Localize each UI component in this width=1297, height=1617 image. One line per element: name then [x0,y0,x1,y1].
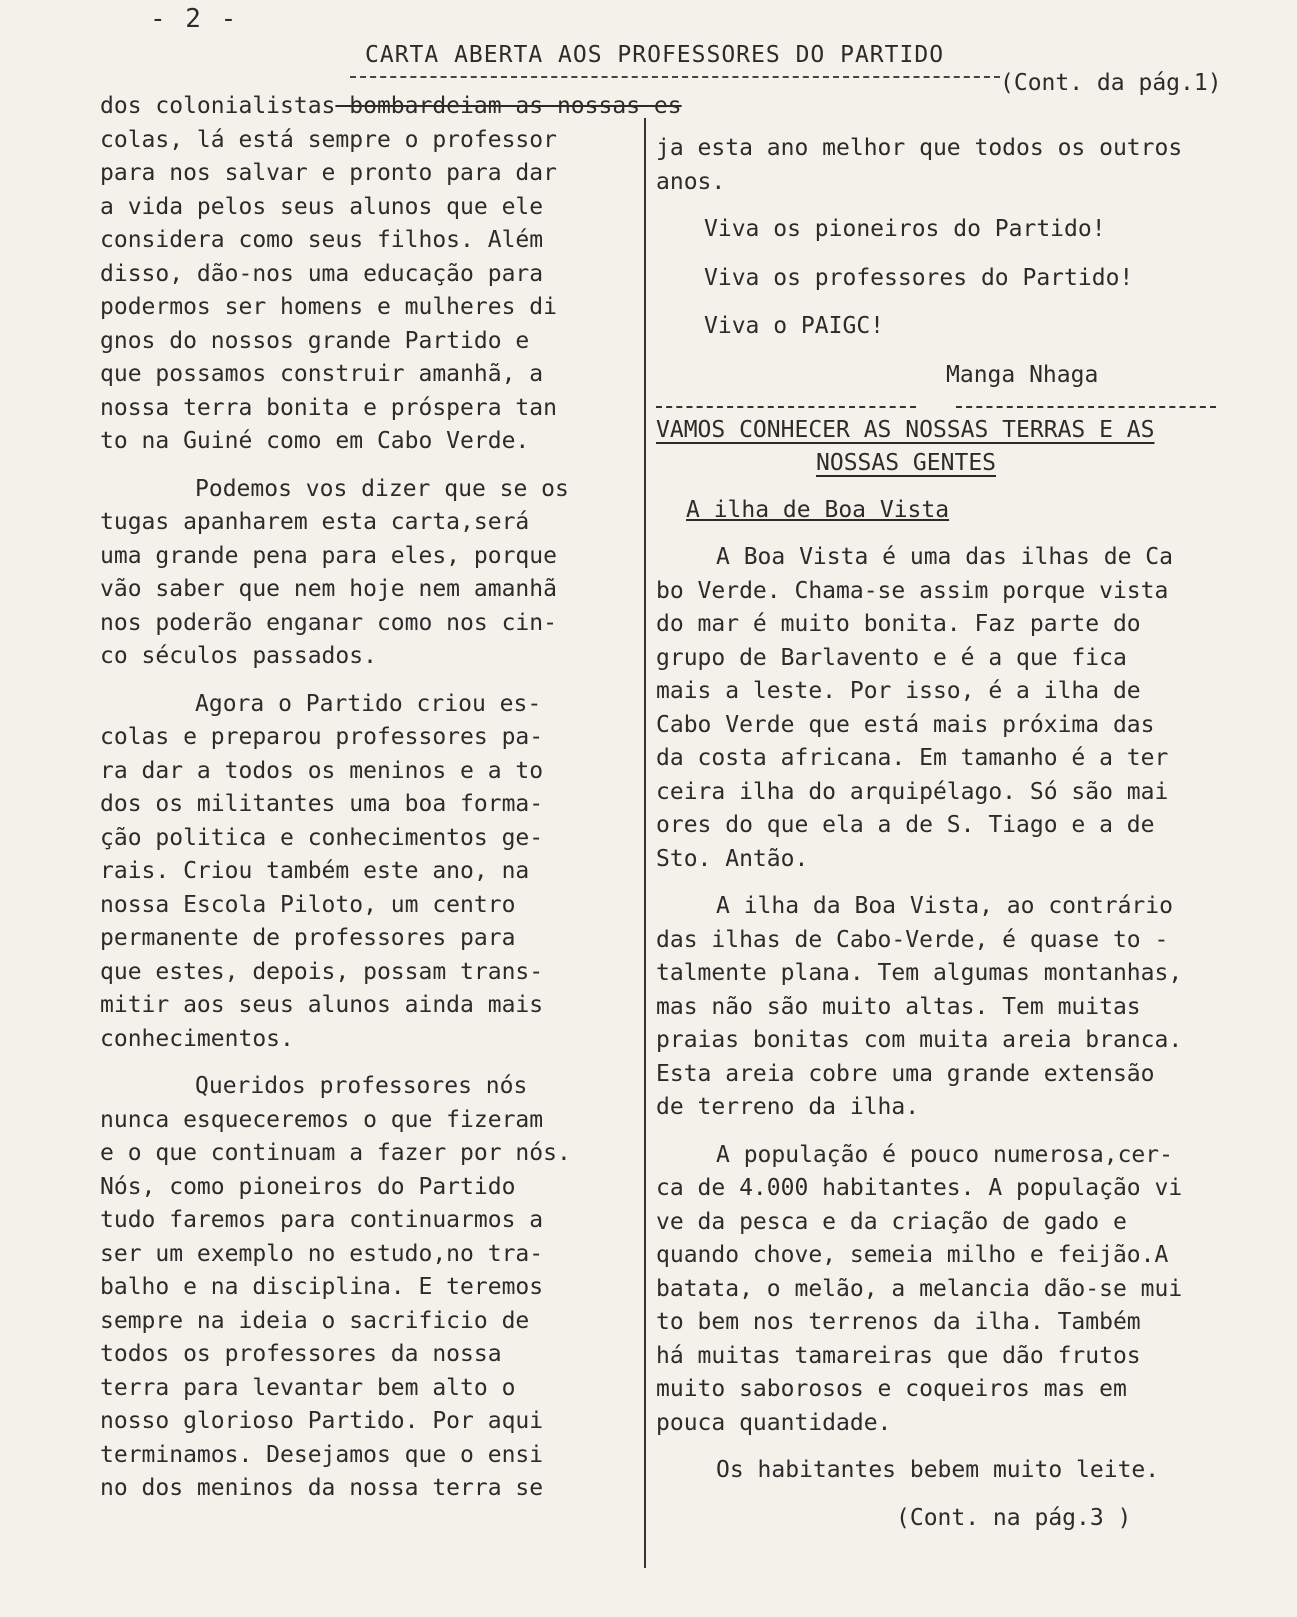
text-line: ca de 4.000 habitantes. A população vi [656,1175,1183,1201]
text-line: co séculos passados. [100,643,377,669]
text-line: Queridos professores nós [195,1073,528,1099]
signature: Manga Nhaga [946,361,1099,388]
paragraph [656,1139,1256,1441]
section-separator [656,406,1256,408]
text-line: ores do que ela a de S. Tiago e a de [656,812,1155,838]
text-line: mas não são muito altas. Tem muitas [656,993,1141,1020]
text-line: Podemos vos dizer que se os [195,475,569,502]
text-line: no dos meninos da nossa terra se [100,1475,544,1501]
text-line: Sto. Antão. [656,845,809,872]
text-line: do mar é muito bonita. Faz parte do [656,611,1141,637]
text-line: A Boa Vista é uma das ilhas de Ca [716,544,1173,570]
text-line: grupo de Barlavento e é a que fica [656,644,1127,671]
paragraph [656,1454,1256,1488]
text-line: to na Guiné como em Cabo Verde. [100,428,530,454]
left-column [100,90,682,1520]
paragraph [656,890,1256,1125]
text-line: ra dar a todos os meninos e a to [100,757,544,784]
text-line: a vida pelos seus alunos que ele [100,193,544,220]
text-line: dos os militantes uma boa forma- [100,791,544,817]
headline: CARTA ABERTA AOS PROFESSORES DO PARTIDO [365,42,945,68]
text-line: quando chove, semeia milho e feijão.A [656,1242,1169,1268]
text-line: mitir aos seus alunos ainda mais [100,992,544,1018]
right-column [656,132,1256,1535]
section-title-continued: NOSSAS GENTES [816,450,997,476]
text-line: Agora o Partido criou es- [195,690,542,717]
text-line: das ilhas de Cabo-Verde, é quase to - [656,926,1169,953]
text-line: talmente plana. Tem algumas montanhas, [656,960,1183,986]
text-line: ser um exemplo no estudo,no tra- [100,1240,544,1267]
first-line [100,90,682,124]
letter-ending [656,132,1256,199]
text-line: batata, o melão, a melancia dão-se mui [656,1275,1183,1302]
page-number: - 2 - [150,4,239,34]
first-line-text: dos colonialistas [100,93,336,119]
text-line: terra para levantar bem alto o [100,1374,516,1401]
cheer-line: Viva o PAIGC! [704,313,885,339]
text-line: nossa terra bonita e próspera tan [100,394,557,421]
text-line: bo Verde. Chama-se assim porque vista [656,577,1169,604]
text-line: pouca quantidade. [656,1409,892,1436]
text-line: tugas apanharem esta carta,será [100,509,530,535]
cheers [656,213,1256,344]
text-line: da costa africana. Em tamanho é a ter [656,745,1169,771]
right-paragraphs [656,541,1256,1488]
headline-rule [350,76,1000,78]
paragraph [100,124,640,459]
text-line: uma grande pena para eles, porque [100,542,557,569]
continued-to-note: (Cont. na pág.3 ) [896,1504,1132,1531]
paragraph [100,473,640,674]
paragraph [100,1070,640,1506]
text-line: para nos salvar e pronto para dar [100,160,557,186]
text-line: terminamos. Desejamos que o ensi [100,1441,544,1468]
text-line: praias bonitas com muita areia branca. [656,1027,1183,1053]
text-line: balho e na disciplina. E teremos [100,1274,544,1300]
struck-text: bombardeiam as nossas es [335,93,682,119]
text-line: sempre na ideia o sacrificio de [100,1307,530,1334]
text-line: anos. [656,168,726,195]
text-line: ja esta ano melhor que todos os outros [656,135,1183,161]
text-line: A ilha da Boa Vista, ao contrário [716,893,1173,919]
text-line: que estes, depois, possam trans- [100,958,544,985]
text-line: tudo faremos para continuarmos a [100,1207,544,1233]
text-line: vão saber que nem hoje nem amanhã [100,576,557,602]
section-title: VAMOS CONHECER AS NOSSAS TERRAS E AS [656,417,1155,443]
text-line: gnos do nossos grande Partido e [100,327,530,354]
text-line: rais. Criou também este ano, na [100,858,530,884]
continued-from-note: (Cont. da pág.1) [1000,70,1222,96]
paragraph [656,541,1256,876]
text-line: conhecimentos. [100,1025,294,1052]
text-line: todos os professores da nossa [100,1341,502,1367]
text-line: ção politica e conhecimentos ge- [100,824,544,851]
text-line: A população é pouco numerosa,cer- [716,1141,1173,1168]
text-line: Os habitantes bebem muito leite. [716,1457,1160,1483]
text-line: há muitas tamareiras que dão frutos [656,1342,1141,1369]
column-divider [644,118,646,1568]
text-line: podermos ser homens e mulheres di [100,294,557,320]
text-line: de terreno da ilha. [656,1094,920,1120]
text-line: mais a leste. Por isso, é a ilha de [656,678,1141,704]
text-line: nunca esqueceremos o que fizeram [100,1106,544,1133]
text-line: muito saborosos e coqueiros mas em [656,1376,1127,1402]
text-line: colas e preparou professores pa- [100,724,544,750]
text-line: considera como seus filhos. Além [100,227,544,253]
subheading: A ilha de Boa Vista [686,497,950,523]
left-paragraphs [100,124,640,1506]
text-line: nos poderão enganar como nos cin- [100,609,557,636]
text-line: disso, dão-nos uma educação para [100,260,544,287]
cheer-line: Viva os pioneiros do Partido! [704,216,1106,242]
text-line: Cabo Verde que está mais próxima das [656,711,1155,738]
text-line: nosso glorioso Partido. Por aqui [100,1408,544,1434]
text-line: e o que continuam a fazer por nós. [100,1140,571,1166]
text-line: ve da pesca e da criação de gado e [656,1208,1127,1235]
text-line: Esta areia cobre uma grande extensão [656,1060,1155,1087]
text-line: to bem nos terrenos da ilha. Também [656,1309,1141,1335]
text-line: colas, lá está sempre o professor [100,126,557,153]
text-line: que possamos construir amanhã, a [100,361,544,387]
text-line: Nós, como pioneiros do Partido [100,1173,516,1200]
text-line: nossa Escola Piloto, um centro [100,891,516,918]
text-line: permanente de professores para [100,925,516,951]
paragraph [100,688,640,1057]
text-line: ceira ilha do arquipélago. Só são mai [656,778,1169,805]
cheer-line: Viva os professores do Partido! [704,264,1134,291]
